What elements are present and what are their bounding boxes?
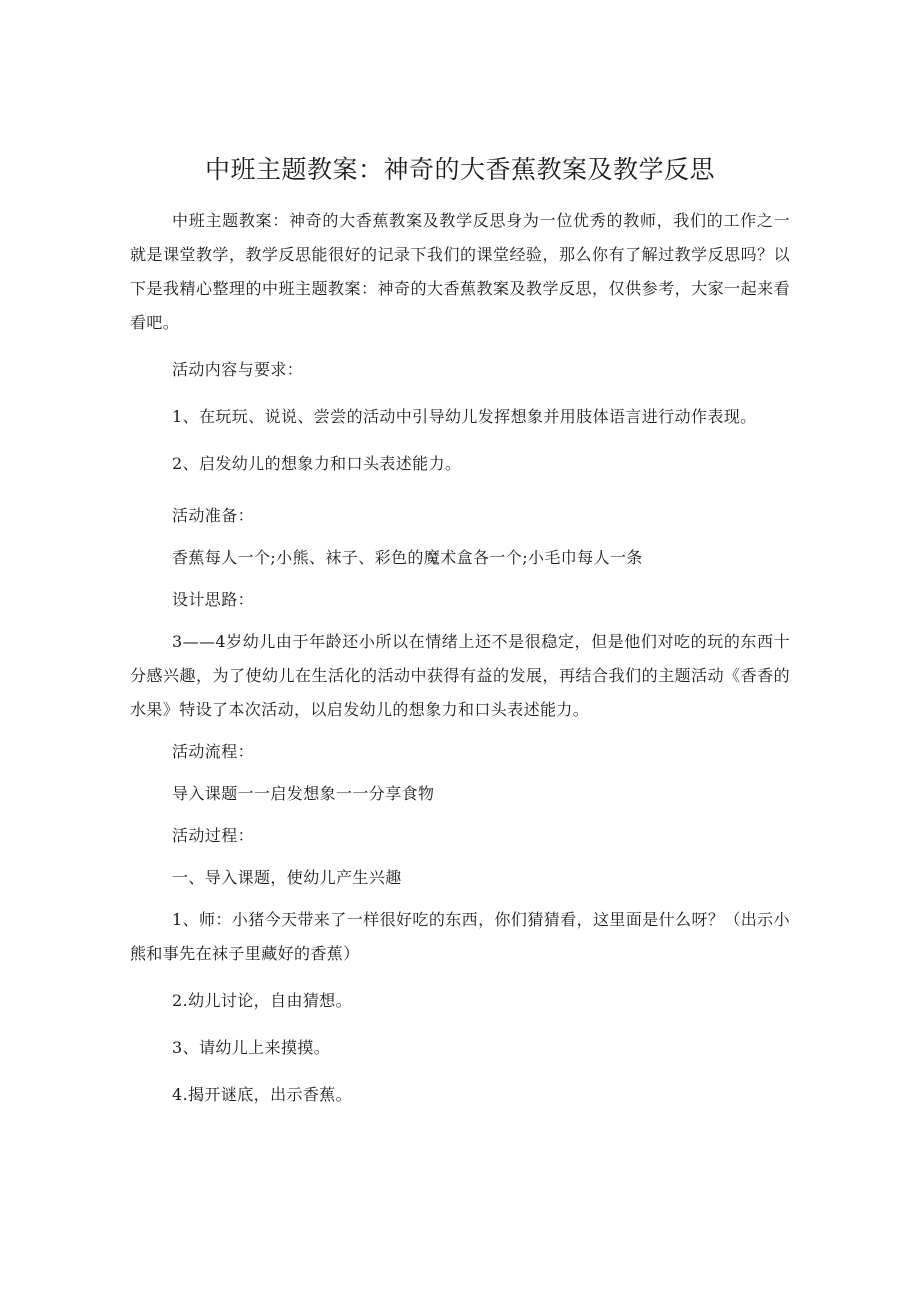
process-item-2: 2.幼儿讨论，自由猜想。 — [172, 991, 353, 1010]
intro-paragraph: 中班主题教案：神奇的大香蕉教案及教学反思身为一位优秀的教师，我们的工作之一就是课堂教学，教学反思能很好的记录下我们的课堂经验，那么你有了解过教学反思吗？以下是我精心整理的中班主题教案：神奇的大香蕉教案及教学反思，仅供参考，大家一起来看看吧。 — [130, 211, 790, 332]
section-heading-process: 活动过程： — [172, 826, 255, 845]
preparation-text: 香蕉每人一个;小熊、袜子、彩色的魔术盒各一个;小毛巾每人一条 — [172, 548, 643, 567]
section-heading-flow: 活动流程： — [172, 742, 255, 761]
process-item-1: 1、师：小猪今天带来了一样很好吃的东西，你们猜猜看，这里面是什么呀？（出示小熊和事先在袜子里藏好的香蕉） — [130, 910, 790, 963]
process-item-4: 4.揭开谜底，出示香蕉。 — [172, 1085, 353, 1104]
section-heading-preparation: 活动准备： — [172, 506, 255, 525]
document-title: 中班主题教案：神奇的大香蕉教案及教学反思 — [204, 155, 715, 184]
design-paragraph: 3——4岁幼儿由于年龄还小所以在情绪上还不是很稳定，但是他们对吃的玩的东西十分感兴趣，为了使幼儿在生活化的活动中获得有益的发展，再结合我们的主题活动《香香的水果》特设了本次活动，以启发幼儿的想象力和口头表述能力。 — [130, 632, 790, 719]
section-heading-design: 设计思路： — [172, 590, 255, 609]
requirement-item-1: 1、在玩玩、说说、尝尝的活动中引导幼儿发挥想象并用肢体语言进行动作表现。 — [172, 407, 757, 426]
document-body — [130, 204, 790, 1112]
section-heading-requirements: 活动内容与要求： — [172, 360, 304, 379]
process-step-heading: 一、导入课题，使幼儿产生兴趣 — [172, 868, 402, 887]
process-item-3: 3、请幼儿上来摸摸。 — [172, 1038, 331, 1057]
flow-text: 导入课题一一启发想象一一分享食物 — [172, 784, 435, 803]
requirement-item-2: 2、启发幼儿的想象力和口头表述能力。 — [172, 454, 462, 473]
